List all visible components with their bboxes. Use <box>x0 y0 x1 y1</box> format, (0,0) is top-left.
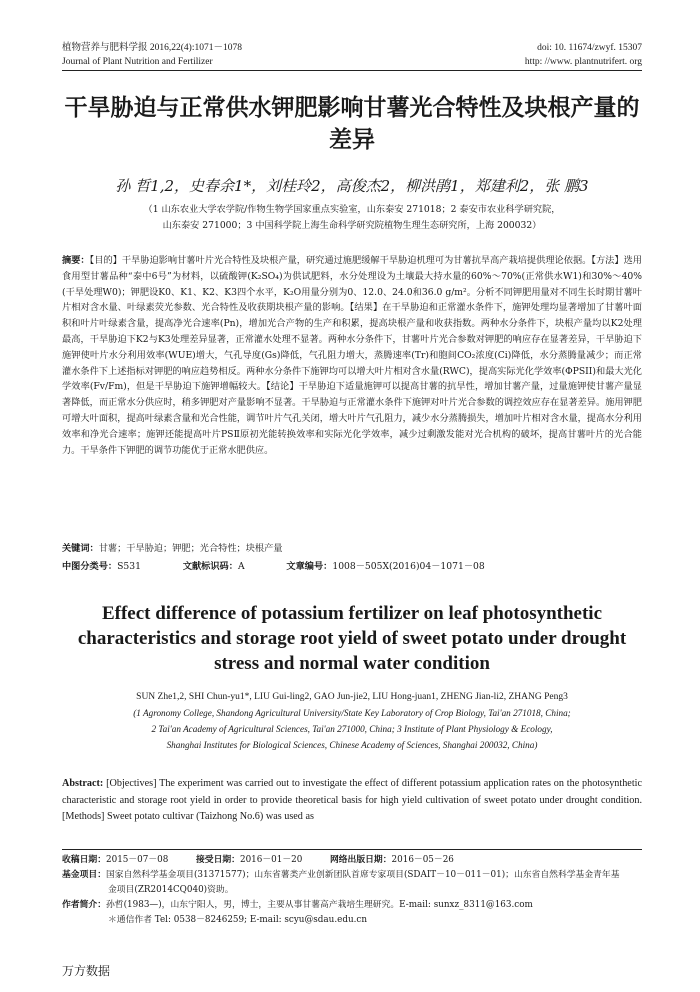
keywords-cn-text: 甘薯；干旱胁迫；钾肥；光合特性；块根产量 <box>98 543 283 554</box>
received-date: 2015－07－08 <box>106 855 169 865</box>
affiliation-en-1: (1 Agronomy College, Shandong Agricultural University/State Key Laboratory of Crop Biology, Tai'an 271018, China; <box>133 708 571 718</box>
footnote-corresponding: ＊通信作者 Tel: 0538－8246259; E-mail: scyu@sdau.edu.cn <box>108 915 368 925</box>
keywords-cn-label: 关键词： <box>62 543 99 554</box>
received-label: 收稿日期： <box>62 855 106 865</box>
affiliation-cn-1: （1 山东农业大学农学院/作物生物学国家重点实验室，山东泰安 271018；2 泰安市农业科学研究院， <box>143 204 561 215</box>
classification-line <box>62 559 642 575</box>
abstract-en <box>62 776 642 826</box>
abstract-cn-label: 摘要： <box>62 255 90 266</box>
doc-code-label: 文献标识码： <box>182 561 238 572</box>
doi: doi: 10. 11674/zwyf. 15307 <box>537 43 642 53</box>
header-rule <box>62 70 642 71</box>
footnote-rule <box>62 849 642 850</box>
clc-value: S531 <box>117 561 141 572</box>
abstract-cn <box>62 253 642 458</box>
title-en: Effect difference of potassium fertilizer on leaf photosynthetic characteristics and storage root yield of sweet potato under drought stress and normal water condition <box>77 603 627 674</box>
footnote-dates <box>62 853 642 868</box>
affiliation-en-2: 2 Tai'an Academy of Agricultural Sciences, Tai'an 271000, China; 3 Institute of Plant Physiology & Ecology, <box>151 724 553 734</box>
footnote-author <box>62 898 642 913</box>
affiliation-en-3: Shanghai Institutes for Biological Sciences, Chinese Academy of Sciences, Shanghai 200032, China) <box>166 740 538 750</box>
online-date: 2016－05－26 <box>391 855 454 865</box>
abstract-cn-text: 【目的】干旱胁迫影响甘薯叶片光合特性及块根产量，研究通过施肥缓解干旱胁迫机理可为甘薯抗旱高产栽培提供理论依据。【方法】选用食用型甘薯品种“泰中6号”为材料，以硫酸钾(K₂SO₄)为供试肥料，水分处理设为土壤最大持水量的60%～70%(正常供水W1)和30%～40%(干旱处理W0)；钾肥设K0、K1、K2、K3四个水平，K₂O用量分别为0、12.0、24.0和36.0 g/m²。分析不同钾肥用量对不同生长时期甘薯叶片相对含水量、叶绿素荧光参数、光合特性及收获期块根产量的影响。【结果】在干旱胁迫和正常灌水条件下，施钾处理均显著增加了甘薯叶面积和叶片叶绿素含量，提高净光合速率(Pn)，增加光合产物的生产和积累，提高块根产量和收获指数。两种水分条件下，块根产量均以K2处理最高，干旱胁迫下K2与K3处理差异显著，正常灌水处理不显著。两种水分条件下，甘薯叶片光合参数对钾肥的响应存在显著差异，干旱胁迫下施钾使叶片水分利用效率(WUE)增大，气孔导度(Gs)降低，气孔阻力增大，蒸腾速率(Tr)和胞间CO₂浓度(Ci)降低，水分蒸腾量减少；而正常灌水条件下上述指标对钾肥的响应趋势相反。两种水分条件下施钾均可以增大叶片相对含水量(RWC)，提高实际光化学效率(ΦPSII)和最大光化学效率(Fv/Fm)，但是干旱胁迫下施钾增幅较大。【结论】干旱胁迫下适量施钾可以提高甘薯的抗旱性，增加甘薯产量，过量施钾使甘薯产量显著降低，而正常水分供应时，稍多钾肥对产量影响不显著。干旱胁迫与正常灌水条件下施钾对叶片光合参数的调控效应存在显著差异。施用钾肥可增大叶面积，提高叶绿素含量和光合性能，调节叶片气孔关闭，增大叶片气孔阻力，减少水分蒸腾损失，增加叶片相对含水量，提高水分利用效率和净光合速率；施钾还能提高叶片PSⅡ原初光能转换效率和实际光化学效率，减少过剩激发能对光合机构的破坏，提高甘薯叶片的光合能力。干旱条件下钾肥的调节功能优于正常水肥供应。 <box>62 255 642 456</box>
clc-label: 中图分类号： <box>62 561 118 572</box>
author-info-label: 作者简介： <box>62 900 106 910</box>
fund-label: 基金项目： <box>62 870 106 880</box>
affiliation-cn-2: 山东泰安 271000；3 中国科学院上海生命科学研究院植物生理生态研究所，上海 200032） <box>162 220 542 231</box>
journal-url: http: //www. plantnutrifert. org <box>524 57 642 67</box>
article-no-value: 1008－505X(2016)04－1071－08 <box>332 561 485 572</box>
abstract-en-label: Abstract: <box>62 778 104 789</box>
doc-code-value: A <box>237 561 245 572</box>
abstract-en-text: [Objectives] The experiment was carried out to investigate the effect of different potassium application rates on the photosynthetic characteristic and storage root yield in order to provide theoretical basis for high yield cultivation of sweet potato under drought condition. [Methods] Sweet potato cultivar (Taizhong No.6) was used as <box>62 778 643 822</box>
accepted-label: 接受日期： <box>195 855 240 865</box>
keywords-cn <box>62 541 642 557</box>
watermark: 万方数据 <box>62 964 111 978</box>
journal-name-en: Journal of Plant Nutrition and Fertilizer <box>62 57 213 67</box>
footnote-fund <box>62 868 642 883</box>
article-no-label: 文章编号： <box>286 561 333 572</box>
authors-cn: 孙 哲1,2，史春余1*，刘桂玲2，高俊杰2，柳洪鹃1，郑建利2，张 鹏3 <box>115 177 589 195</box>
title-cn: 干旱胁迫与正常供水钾肥影响甘薯光合特性及块根产量的差异 <box>64 95 640 153</box>
accepted-date: 2016－01－20 <box>239 855 303 865</box>
authors-en: SUN Zhe1,2, SHI Chun-yu1*, LIU Gui-ling2, GAO Jun-jie2, LIU Hong-juan1, ZHENG Jian-li2, ZHANG Peng3 <box>136 692 568 702</box>
author-info-text: 孙哲(1983—)，山东宁阳人，男，博士，主要从事甘薯高产栽培生理研究。E-mail: sunxz_8311@163.com <box>106 900 533 910</box>
fund-text-1: 国家自然科学基金项目(31371577)；山东省薯类产业创新团队首席专家项目(SDAIT－10－011－01)；山东省自然科学基金青年基 <box>106 870 620 880</box>
footnote-fund-cont: 金项目(ZR2014CQ040)资助。 <box>108 885 234 895</box>
journal-name-cn: 植物营养与肥料学报 2016,22(4):1071－1078 <box>62 43 242 53</box>
online-label: 网络出版日期： <box>329 855 392 865</box>
